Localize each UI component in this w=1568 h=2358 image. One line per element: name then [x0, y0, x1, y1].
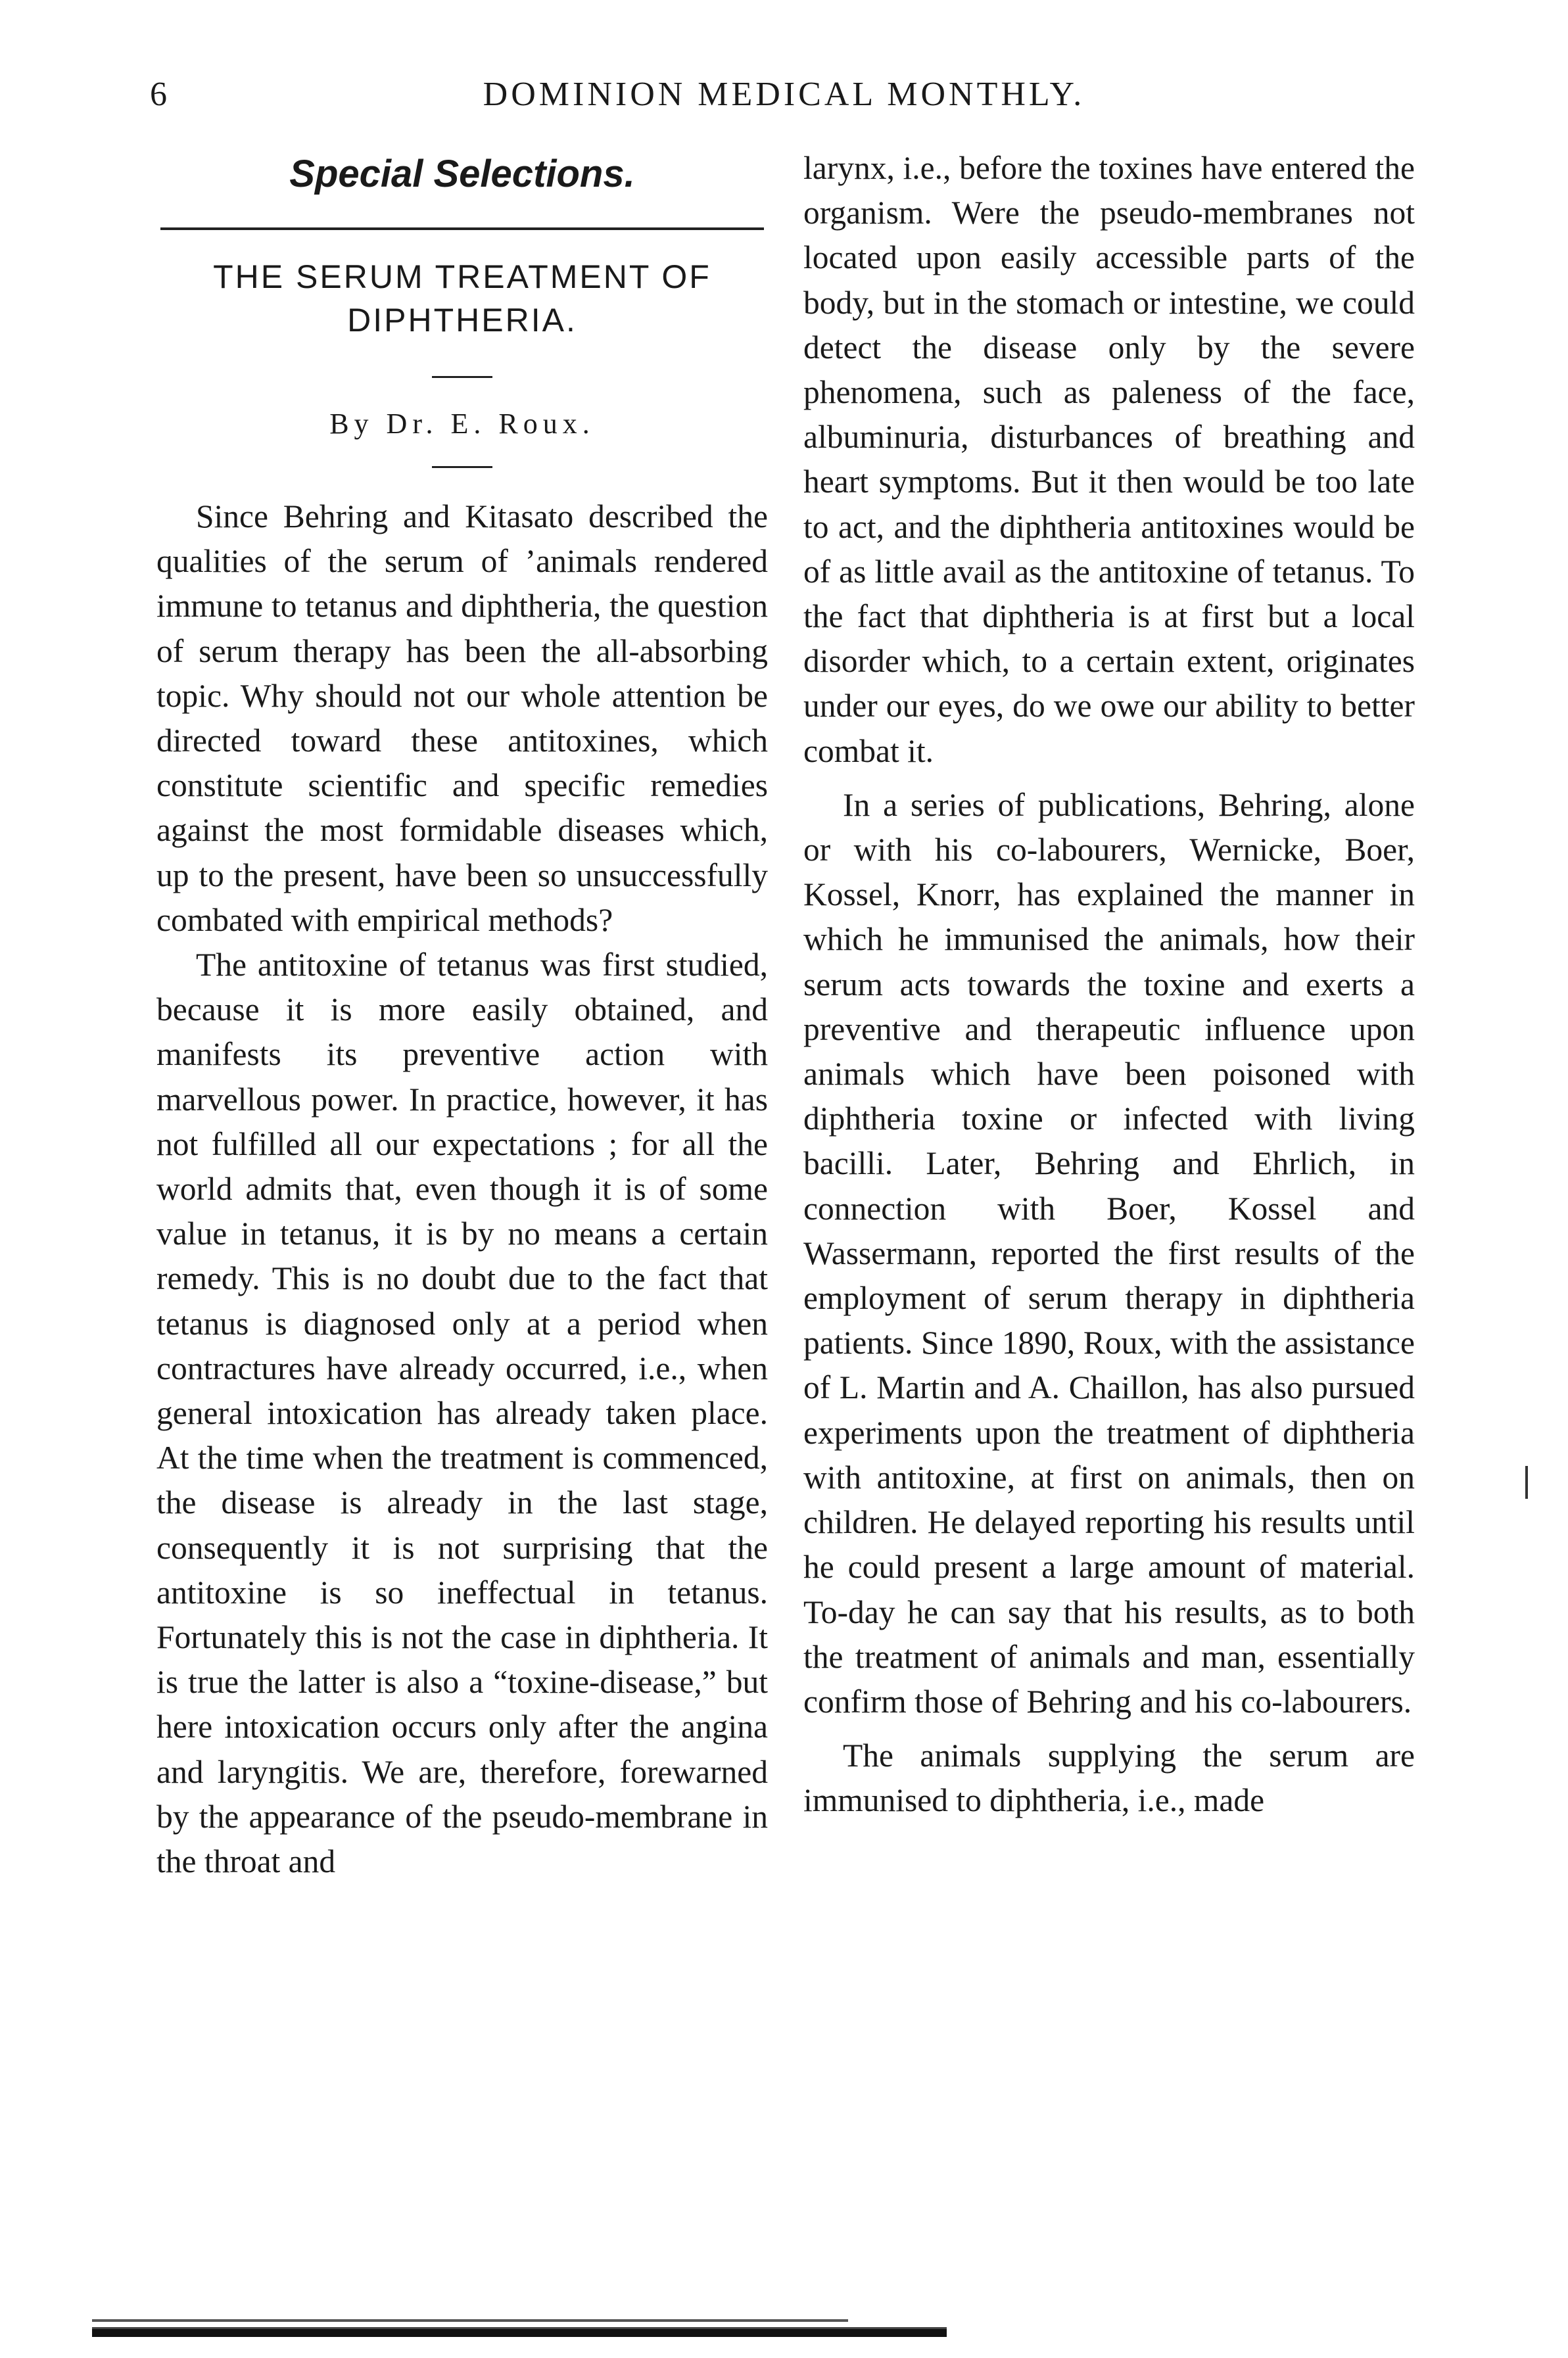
left-column	[156, 146, 768, 1884]
byline-divider	[432, 466, 492, 468]
byline: By Dr. E. Roux.	[329, 408, 595, 440]
page-number: 6	[150, 76, 167, 113]
section-divider	[160, 227, 764, 230]
paragraph-1: Since Behring and Kitasato described the qualities of the serum of ’animals rendered immune to tetanus and diphtheria, the question of serum therapy has been the all-absorbing topic. Why should not our whole attention be directed toward these antitoxines, which constitute scientific and specific remedies against the most formidable diseases which, up to the present, have been so unsuccessfully combated with empirical methods?	[156, 498, 768, 938]
running-header: DOMINION MEDICAL MONTHLY.	[483, 76, 1085, 113]
article-title: THE SERUM TREATMENT OF DIPHTHERIA.	[213, 258, 711, 339]
right-column	[803, 146, 1415, 1824]
bottom-scan-edge	[92, 2327, 947, 2337]
section-title: Special Selections.	[289, 153, 635, 195]
margin-mark	[1525, 1466, 1528, 1499]
title-divider	[432, 376, 492, 378]
paragraph-4: In a series of publications, Behring, alone or with his co-labourers, Wernicke, Boer, Kossel, Knorr, has explained the manner in which he immunised the animals, how their serum acts towards the toxine and exerts a preventive and therapeutic influence upon animals which have been poisoned with diphtheria toxine or infected with living bacilli. Later, Behring and Ehrlich, in connection with Boer, Kossel and Wassermann, reported the first results of the employment of serum therapy in diphtheria patients. Since 1890, Roux, with the assistance of L. Martin and A. Chaillon, has also pursued experiments upon the treatment of diphtheria with antitoxine, at first on animals, then on children. He delayed reporting his results until he could present a large amount of material. To-day he can say that his results, as to both the treatment of animals and man, essentially confirm those of Behring and his co-labourers.	[803, 786, 1415, 1720]
paragraph-2: The antitoxine of tetanus was first studied, because it is more easily obtained, and manifests its preventive action with marvellous power. In practice, however, it has not fulfilled all our expectations ; for all the world admits that, even though it is of some value in tetanus, it is by no means a certain remedy. This is no doubt due to the fact that tetanus is diagnosed only at a period when contractures have already occurred, i.e., when general intoxication has already taken place. At the time when the treatment is commenced, the disease is already in the last stage, consequently it is not surprising that the antitoxine is so ineffectual in tetanus. Fortunately this is not the case in diphtheria. It is true the latter is also a “toxine-disease,” but here intoxication occurs only after the angina and laryngitis. We are, therefore, forewarned by the appearance of the pseudo-membrane in the throat and	[156, 947, 768, 1880]
paragraph-3: larynx, i.e., before the toxines have entered the organism. Were the pseudo-membranes not located upon easily accessible parts of the body, but in the stomach or intestine, we could detect the disease only by the severe phenomena, such as paleness of the face, albuminuria, disturbances of breathing and heart symptoms. But it then would be too late to act, and the diphtheria antitoxines would be of as little avail as the antitoxine of tetanus. To the fact that diphtheria is at first but a local disorder which, to a certain extent, originates under our eyes, do we owe our ability to better combat it.	[803, 150, 1415, 769]
bottom-scan-edge-thin	[92, 2319, 848, 2322]
paragraph-5: The animals supplying the serum are immunised to diphtheria, i.e., made	[803, 1737, 1415, 1819]
